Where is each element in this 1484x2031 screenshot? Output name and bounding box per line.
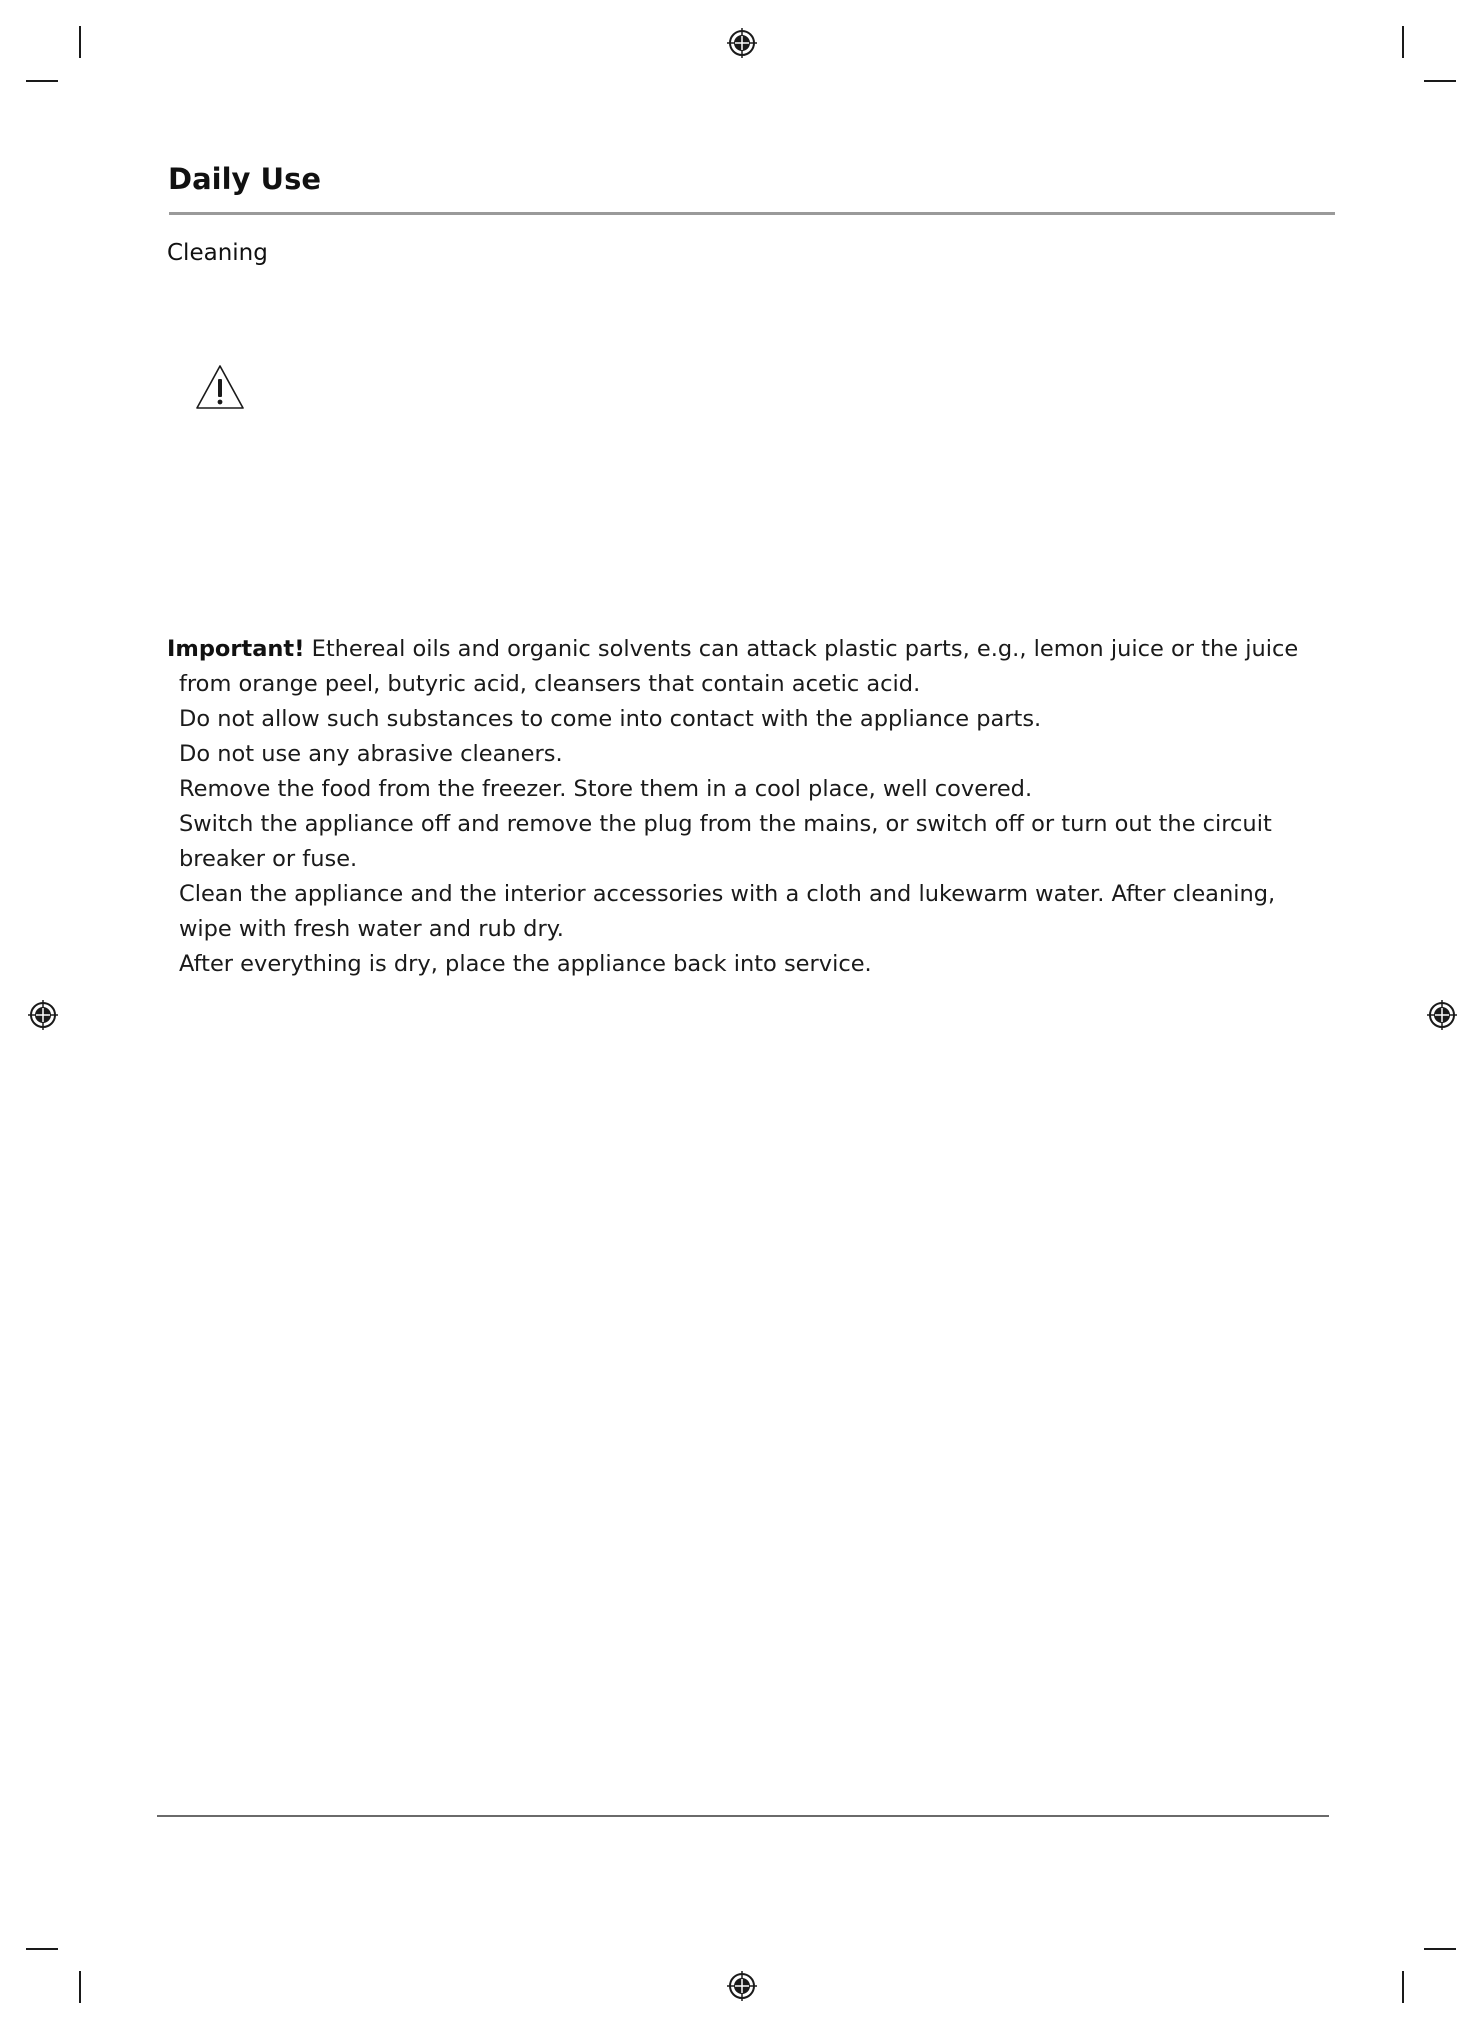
title-divider bbox=[169, 212, 1335, 215]
instruction-line: Do not allow such substances to come into contact with the appliance parts. bbox=[179, 706, 1042, 732]
important-text: Ethereal oils and organic solvents can attack plastic parts, e.g., lemon juice or the juice bbox=[311, 636, 1299, 662]
crop-mark-bottom-right-vertical bbox=[1402, 1971, 1404, 2003]
page-title: Daily Use bbox=[168, 162, 322, 196]
instruction-line: breaker or fuse. bbox=[179, 846, 358, 872]
crop-mark-bottom-left-horizontal bbox=[26, 1948, 58, 1950]
warning-triangle-icon bbox=[194, 363, 246, 411]
crop-mark-bottom-left-vertical bbox=[79, 1971, 81, 2003]
instruction-line: wipe with fresh water and rub dry. bbox=[179, 916, 564, 942]
registration-mark-icon bbox=[727, 28, 757, 58]
registration-mark-icon bbox=[1427, 1000, 1457, 1030]
footer-divider bbox=[157, 1815, 1329, 1817]
instruction-line: Switch the appliance off and remove the plug from the mains, or switch off or turn out the circuit bbox=[179, 811, 1272, 837]
crop-mark-top-right-vertical bbox=[1402, 26, 1404, 58]
section-subtitle: Cleaning bbox=[167, 240, 268, 266]
important-note bbox=[167, 632, 1297, 667]
instruction-line: Do not use any abrasive cleaners. bbox=[179, 741, 563, 767]
crop-mark-top-left-vertical bbox=[79, 26, 81, 58]
crop-mark-top-right-horizontal bbox=[1424, 80, 1456, 82]
instruction-line: After everything is dry, place the appliance back into service. bbox=[179, 951, 872, 977]
crop-mark-top-left-horizontal bbox=[26, 80, 58, 82]
crop-mark-bottom-right-horizontal bbox=[1424, 1948, 1456, 1950]
instruction-line: Clean the appliance and the interior accessories with a cloth and lukewarm water. After cleaning, bbox=[179, 881, 1276, 907]
important-label: Important! bbox=[167, 636, 305, 662]
instruction-line: from orange peel, butyric acid, cleansers that contain acetic acid. bbox=[179, 671, 921, 697]
registration-mark-icon bbox=[727, 1971, 757, 2001]
registration-mark-icon bbox=[28, 1000, 58, 1030]
cleaning-instructions bbox=[167, 632, 1297, 982]
instruction-line: Remove the food from the freezer. Store them in a cool place, well covered. bbox=[179, 776, 1033, 802]
